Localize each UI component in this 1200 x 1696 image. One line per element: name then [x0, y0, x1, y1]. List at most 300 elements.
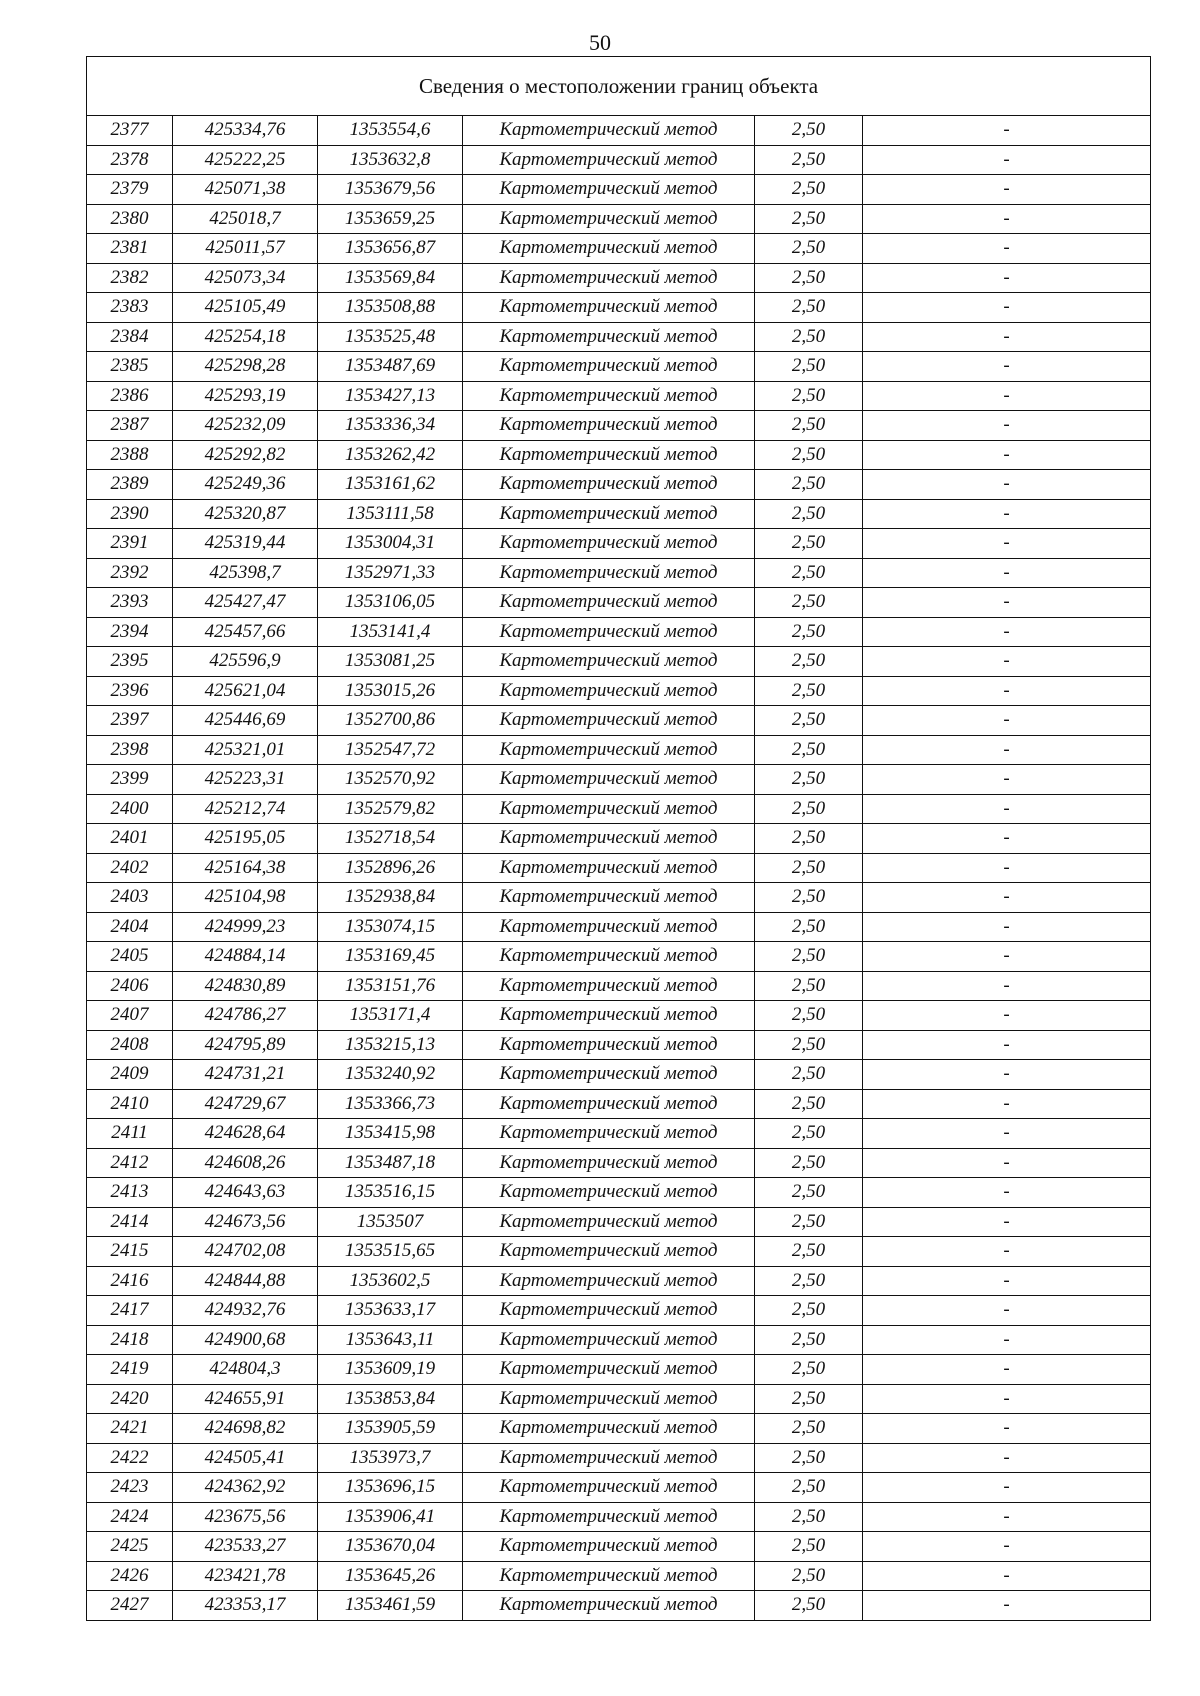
x-coordinate-cell: 425398,7: [173, 558, 318, 588]
precision-cell: 2,50: [755, 293, 863, 323]
table-row: [87, 1502, 1151, 1532]
y-coordinate-cell: 1353632,8: [318, 145, 463, 175]
note-cell: -: [863, 1414, 1151, 1444]
note-cell: -: [863, 824, 1151, 854]
point-number-cell: 2391: [87, 529, 173, 559]
table-row: [87, 1060, 1151, 1090]
method-cell: Картометрический метод: [463, 175, 755, 205]
note-cell: -: [863, 1591, 1151, 1621]
precision-cell: 2,50: [755, 1060, 863, 1090]
table-row: [87, 853, 1151, 883]
x-coordinate-cell: 425334,76: [173, 116, 318, 146]
table-row: [87, 1384, 1151, 1414]
method-cell: Картометрический метод: [463, 116, 755, 146]
x-coordinate-cell: 425249,36: [173, 470, 318, 500]
x-coordinate-cell: 424884,14: [173, 942, 318, 972]
point-number-cell: 2382: [87, 263, 173, 293]
method-cell: Картометрический метод: [463, 470, 755, 500]
method-cell: Картометрический метод: [463, 352, 755, 382]
method-cell: Картометрический метод: [463, 1414, 755, 1444]
method-cell: Картометрический метод: [463, 411, 755, 441]
x-coordinate-cell: 425457,66: [173, 617, 318, 647]
table-row: [87, 735, 1151, 765]
x-coordinate-cell: 425222,25: [173, 145, 318, 175]
note-cell: -: [863, 1296, 1151, 1326]
method-cell: Картометрический метод: [463, 145, 755, 175]
note-cell: -: [863, 293, 1151, 323]
table-row: [87, 706, 1151, 736]
method-cell: Картометрический метод: [463, 971, 755, 1001]
point-number-cell: 2411: [87, 1119, 173, 1149]
point-number-cell: 2389: [87, 470, 173, 500]
y-coordinate-cell: 1353659,25: [318, 204, 463, 234]
table-row: [87, 204, 1151, 234]
precision-cell: 2,50: [755, 1089, 863, 1119]
method-cell: Картометрический метод: [463, 558, 755, 588]
y-coordinate-cell: 1352570,92: [318, 765, 463, 795]
point-number-cell: 2427: [87, 1591, 173, 1621]
method-cell: Картометрический метод: [463, 293, 755, 323]
point-number-cell: 2385: [87, 352, 173, 382]
table-row: [87, 971, 1151, 1001]
x-coordinate-cell: 424702,08: [173, 1237, 318, 1267]
method-cell: Картометрический метод: [463, 883, 755, 913]
table-row: [87, 647, 1151, 677]
point-number-cell: 2406: [87, 971, 173, 1001]
method-cell: Картометрический метод: [463, 853, 755, 883]
point-number-cell: 2418: [87, 1325, 173, 1355]
table-row: [87, 322, 1151, 352]
table-row: [87, 234, 1151, 264]
precision-cell: 2,50: [755, 1532, 863, 1562]
x-coordinate-cell: 425319,44: [173, 529, 318, 559]
point-number-cell: 2417: [87, 1296, 173, 1326]
note-cell: -: [863, 381, 1151, 411]
point-number-cell: 2380: [87, 204, 173, 234]
method-cell: Картометрический метод: [463, 1119, 755, 1149]
x-coordinate-cell: 425254,18: [173, 322, 318, 352]
y-coordinate-cell: 1353643,11: [318, 1325, 463, 1355]
table-row: [87, 145, 1151, 175]
y-coordinate-cell: 1353151,76: [318, 971, 463, 1001]
y-coordinate-cell: 1352896,26: [318, 853, 463, 883]
precision-cell: 2,50: [755, 381, 863, 411]
precision-cell: 2,50: [755, 1148, 863, 1178]
table-row: [87, 381, 1151, 411]
x-coordinate-cell: 424804,3: [173, 1355, 318, 1385]
table-row: [87, 794, 1151, 824]
precision-cell: 2,50: [755, 558, 863, 588]
y-coordinate-cell: 1353004,31: [318, 529, 463, 559]
point-number-cell: 2387: [87, 411, 173, 441]
point-number-cell: 2393: [87, 588, 173, 618]
note-cell: -: [863, 1089, 1151, 1119]
note-cell: -: [863, 765, 1151, 795]
point-number-cell: 2392: [87, 558, 173, 588]
x-coordinate-cell: 424505,41: [173, 1443, 318, 1473]
note-cell: -: [863, 647, 1151, 677]
point-number-cell: 2416: [87, 1266, 173, 1296]
y-coordinate-cell: 1353609,19: [318, 1355, 463, 1385]
x-coordinate-cell: 425011,57: [173, 234, 318, 264]
point-number-cell: 2412: [87, 1148, 173, 1178]
point-number-cell: 2402: [87, 853, 173, 883]
table-row: [87, 1325, 1151, 1355]
precision-cell: 2,50: [755, 1030, 863, 1060]
precision-cell: 2,50: [755, 617, 863, 647]
x-coordinate-cell: 423421,78: [173, 1561, 318, 1591]
x-coordinate-cell: 425195,05: [173, 824, 318, 854]
table-title-row: [87, 57, 1151, 116]
point-number-cell: 2381: [87, 234, 173, 264]
method-cell: Картометрический метод: [463, 1384, 755, 1414]
y-coordinate-cell: 1353461,59: [318, 1591, 463, 1621]
method-cell: Картометрический метод: [463, 588, 755, 618]
table-row: [87, 175, 1151, 205]
precision-cell: 2,50: [755, 470, 863, 500]
method-cell: Картометрический метод: [463, 676, 755, 706]
y-coordinate-cell: 1352547,72: [318, 735, 463, 765]
note-cell: -: [863, 942, 1151, 972]
table-row: [87, 942, 1151, 972]
x-coordinate-cell: 424698,82: [173, 1414, 318, 1444]
y-coordinate-cell: 1353507: [318, 1207, 463, 1237]
point-number-cell: 2419: [87, 1355, 173, 1385]
x-coordinate-cell: 423353,17: [173, 1591, 318, 1621]
precision-cell: 2,50: [755, 411, 863, 441]
method-cell: Картометрический метод: [463, 1502, 755, 1532]
note-cell: -: [863, 617, 1151, 647]
x-coordinate-cell: 425293,19: [173, 381, 318, 411]
x-coordinate-cell: 424844,88: [173, 1266, 318, 1296]
method-cell: Картометрический метод: [463, 1473, 755, 1503]
table-row: [87, 1296, 1151, 1326]
precision-cell: 2,50: [755, 588, 863, 618]
method-cell: Картометрический метод: [463, 735, 755, 765]
method-cell: Картометрический метод: [463, 1148, 755, 1178]
y-coordinate-cell: 1353569,84: [318, 263, 463, 293]
note-cell: -: [863, 1119, 1151, 1149]
x-coordinate-cell: 424628,64: [173, 1119, 318, 1149]
point-number-cell: 2394: [87, 617, 173, 647]
precision-cell: 2,50: [755, 1001, 863, 1031]
note-cell: -: [863, 352, 1151, 382]
point-number-cell: 2378: [87, 145, 173, 175]
note-cell: -: [863, 1237, 1151, 1267]
method-cell: Картометрический метод: [463, 204, 755, 234]
y-coordinate-cell: 1352938,84: [318, 883, 463, 913]
precision-cell: 2,50: [755, 440, 863, 470]
point-number-cell: 2395: [87, 647, 173, 677]
precision-cell: 2,50: [755, 1414, 863, 1444]
table-body: [87, 57, 1151, 1621]
note-cell: -: [863, 411, 1151, 441]
precision-cell: 2,50: [755, 145, 863, 175]
x-coordinate-cell: 424786,27: [173, 1001, 318, 1031]
precision-cell: 2,50: [755, 912, 863, 942]
method-cell: Картометрический метод: [463, 1355, 755, 1385]
y-coordinate-cell: 1353161,62: [318, 470, 463, 500]
note-cell: -: [863, 1148, 1151, 1178]
precision-cell: 2,50: [755, 1296, 863, 1326]
note-cell: -: [863, 1060, 1151, 1090]
point-number-cell: 2383: [87, 293, 173, 323]
point-number-cell: 2397: [87, 706, 173, 736]
boundary-coordinates-table: [86, 56, 1151, 1621]
precision-cell: 2,50: [755, 971, 863, 1001]
y-coordinate-cell: 1353111,58: [318, 499, 463, 529]
note-cell: -: [863, 145, 1151, 175]
x-coordinate-cell: 425621,04: [173, 676, 318, 706]
x-coordinate-cell: 425018,7: [173, 204, 318, 234]
table-row: [87, 676, 1151, 706]
precision-cell: 2,50: [755, 883, 863, 913]
precision-cell: 2,50: [755, 1384, 863, 1414]
y-coordinate-cell: 1353602,5: [318, 1266, 463, 1296]
y-coordinate-cell: 1353516,15: [318, 1178, 463, 1208]
method-cell: Картометрический метод: [463, 1532, 755, 1562]
table-row: [87, 352, 1151, 382]
x-coordinate-cell: 425320,87: [173, 499, 318, 529]
note-cell: -: [863, 116, 1151, 146]
method-cell: Картометрический метод: [463, 1266, 755, 1296]
method-cell: Картометрический метод: [463, 322, 755, 352]
method-cell: Картометрический метод: [463, 234, 755, 264]
point-number-cell: 2407: [87, 1001, 173, 1031]
x-coordinate-cell: 425446,69: [173, 706, 318, 736]
table-row: [87, 765, 1151, 795]
table-row: [87, 1591, 1151, 1621]
x-coordinate-cell: 424608,26: [173, 1148, 318, 1178]
table-row: [87, 1207, 1151, 1237]
note-cell: -: [863, 558, 1151, 588]
table-row: [87, 558, 1151, 588]
method-cell: Картометрический метод: [463, 1296, 755, 1326]
point-number-cell: 2403: [87, 883, 173, 913]
point-number-cell: 2379: [87, 175, 173, 205]
point-number-cell: 2421: [87, 1414, 173, 1444]
table-row: [87, 1266, 1151, 1296]
y-coordinate-cell: 1353487,18: [318, 1148, 463, 1178]
method-cell: Картометрический метод: [463, 381, 755, 411]
table-row: [87, 883, 1151, 913]
y-coordinate-cell: 1353645,26: [318, 1561, 463, 1591]
note-cell: -: [863, 1178, 1151, 1208]
method-cell: Картометрический метод: [463, 706, 755, 736]
table-row: [87, 1355, 1151, 1385]
table-row: [87, 912, 1151, 942]
note-cell: -: [863, 676, 1151, 706]
y-coordinate-cell: 1353074,15: [318, 912, 463, 942]
y-coordinate-cell: 1352700,86: [318, 706, 463, 736]
precision-cell: 2,50: [755, 204, 863, 234]
method-cell: Картометрический метод: [463, 1237, 755, 1267]
y-coordinate-cell: 1353171,4: [318, 1001, 463, 1031]
precision-cell: 2,50: [755, 1207, 863, 1237]
method-cell: Картометрический метод: [463, 1089, 755, 1119]
point-number-cell: 2408: [87, 1030, 173, 1060]
x-coordinate-cell: 425232,09: [173, 411, 318, 441]
table-title: Сведения о местоположении границ объекта: [87, 57, 1151, 116]
table-row: [87, 1414, 1151, 1444]
y-coordinate-cell: 1353169,45: [318, 942, 463, 972]
x-coordinate-cell: 425596,9: [173, 647, 318, 677]
note-cell: -: [863, 794, 1151, 824]
y-coordinate-cell: 1353081,25: [318, 647, 463, 677]
precision-cell: 2,50: [755, 676, 863, 706]
method-cell: Картометрический метод: [463, 912, 755, 942]
note-cell: -: [863, 1030, 1151, 1060]
note-cell: -: [863, 499, 1151, 529]
precision-cell: 2,50: [755, 765, 863, 795]
precision-cell: 2,50: [755, 1443, 863, 1473]
y-coordinate-cell: 1353015,26: [318, 676, 463, 706]
x-coordinate-cell: 424655,91: [173, 1384, 318, 1414]
x-coordinate-cell: 425071,38: [173, 175, 318, 205]
y-coordinate-cell: 1353670,04: [318, 1532, 463, 1562]
x-coordinate-cell: 424729,67: [173, 1089, 318, 1119]
point-number-cell: 2396: [87, 676, 173, 706]
point-number-cell: 2410: [87, 1089, 173, 1119]
note-cell: -: [863, 204, 1151, 234]
y-coordinate-cell: 1353973,7: [318, 1443, 463, 1473]
precision-cell: 2,50: [755, 1178, 863, 1208]
y-coordinate-cell: 1352718,54: [318, 824, 463, 854]
table-row: [87, 617, 1151, 647]
note-cell: -: [863, 1473, 1151, 1503]
precision-cell: 2,50: [755, 322, 863, 352]
point-number-cell: 2420: [87, 1384, 173, 1414]
x-coordinate-cell: 424900,68: [173, 1325, 318, 1355]
method-cell: Картометрический метод: [463, 499, 755, 529]
note-cell: -: [863, 1384, 1151, 1414]
x-coordinate-cell: 423675,56: [173, 1502, 318, 1532]
point-number-cell: 2425: [87, 1532, 173, 1562]
point-number-cell: 2390: [87, 499, 173, 529]
method-cell: Картометрический метод: [463, 1060, 755, 1090]
y-coordinate-cell: 1353240,92: [318, 1060, 463, 1090]
table-row: [87, 499, 1151, 529]
x-coordinate-cell: 423533,27: [173, 1532, 318, 1562]
x-coordinate-cell: 424830,89: [173, 971, 318, 1001]
y-coordinate-cell: 1353366,73: [318, 1089, 463, 1119]
x-coordinate-cell: 425427,47: [173, 588, 318, 618]
table-row: [87, 1030, 1151, 1060]
y-coordinate-cell: 1353508,88: [318, 293, 463, 323]
precision-cell: 2,50: [755, 824, 863, 854]
x-coordinate-cell: 424932,76: [173, 1296, 318, 1326]
x-coordinate-cell: 424795,89: [173, 1030, 318, 1060]
x-coordinate-cell: 425321,01: [173, 735, 318, 765]
y-coordinate-cell: 1353554,6: [318, 116, 463, 146]
x-coordinate-cell: 425104,98: [173, 883, 318, 913]
point-number-cell: 2409: [87, 1060, 173, 1090]
precision-cell: 2,50: [755, 1591, 863, 1621]
precision-cell: 2,50: [755, 853, 863, 883]
point-number-cell: 2413: [87, 1178, 173, 1208]
table-row: [87, 440, 1151, 470]
x-coordinate-cell: 424999,23: [173, 912, 318, 942]
table-row: [87, 1237, 1151, 1267]
note-cell: -: [863, 971, 1151, 1001]
precision-cell: 2,50: [755, 499, 863, 529]
note-cell: -: [863, 1325, 1151, 1355]
precision-cell: 2,50: [755, 1561, 863, 1591]
precision-cell: 2,50: [755, 942, 863, 972]
note-cell: -: [863, 1207, 1151, 1237]
precision-cell: 2,50: [755, 529, 863, 559]
y-coordinate-cell: 1353906,41: [318, 1502, 463, 1532]
note-cell: -: [863, 1355, 1151, 1385]
precision-cell: 2,50: [755, 794, 863, 824]
precision-cell: 2,50: [755, 1266, 863, 1296]
y-coordinate-cell: 1353696,15: [318, 1473, 463, 1503]
table-row: [87, 1119, 1151, 1149]
point-number-cell: 2415: [87, 1237, 173, 1267]
precision-cell: 2,50: [755, 175, 863, 205]
note-cell: -: [863, 1266, 1151, 1296]
method-cell: Картометрический метод: [463, 1001, 755, 1031]
method-cell: Картометрический метод: [463, 529, 755, 559]
point-number-cell: 2388: [87, 440, 173, 470]
point-number-cell: 2422: [87, 1443, 173, 1473]
point-number-cell: 2405: [87, 942, 173, 972]
table-row: [87, 1001, 1151, 1031]
note-cell: -: [863, 440, 1151, 470]
note-cell: -: [863, 1561, 1151, 1591]
note-cell: -: [863, 735, 1151, 765]
y-coordinate-cell: 1353679,56: [318, 175, 463, 205]
table-row: [87, 1089, 1151, 1119]
table-row: [87, 1532, 1151, 1562]
point-number-cell: 2386: [87, 381, 173, 411]
precision-cell: 2,50: [755, 1355, 863, 1385]
table-row: [87, 588, 1151, 618]
y-coordinate-cell: 1353215,13: [318, 1030, 463, 1060]
y-coordinate-cell: 1353262,42: [318, 440, 463, 470]
y-coordinate-cell: 1352971,33: [318, 558, 463, 588]
note-cell: -: [863, 234, 1151, 264]
method-cell: Картометрический метод: [463, 765, 755, 795]
precision-cell: 2,50: [755, 1473, 863, 1503]
table-row: [87, 1148, 1151, 1178]
y-coordinate-cell: 1353656,87: [318, 234, 463, 264]
y-coordinate-cell: 1353633,17: [318, 1296, 463, 1326]
note-cell: -: [863, 529, 1151, 559]
table-row: [87, 470, 1151, 500]
x-coordinate-cell: 425073,34: [173, 263, 318, 293]
method-cell: Картометрический метод: [463, 1443, 755, 1473]
method-cell: Картометрический метод: [463, 1207, 755, 1237]
page-number: 50: [589, 30, 611, 55]
precision-cell: 2,50: [755, 116, 863, 146]
method-cell: Картометрический метод: [463, 942, 755, 972]
precision-cell: 2,50: [755, 352, 863, 382]
precision-cell: 2,50: [755, 647, 863, 677]
point-number-cell: 2398: [87, 735, 173, 765]
y-coordinate-cell: 1353336,34: [318, 411, 463, 441]
note-cell: -: [863, 588, 1151, 618]
table-row: [87, 824, 1151, 854]
table-row: [87, 116, 1151, 146]
point-number-cell: 2423: [87, 1473, 173, 1503]
precision-cell: 2,50: [755, 1502, 863, 1532]
note-cell: -: [863, 912, 1151, 942]
note-cell: -: [863, 1532, 1151, 1562]
method-cell: Картометрический метод: [463, 1178, 755, 1208]
y-coordinate-cell: 1353515,65: [318, 1237, 463, 1267]
x-coordinate-cell: 425298,28: [173, 352, 318, 382]
